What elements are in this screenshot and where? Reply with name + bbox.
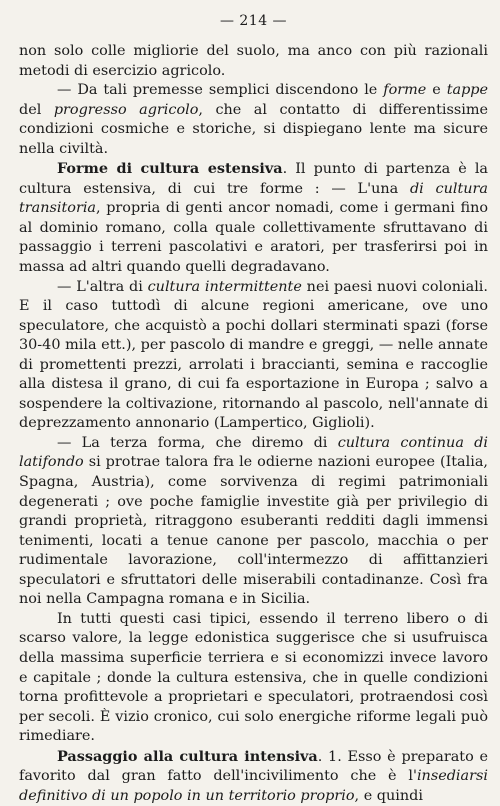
section-heading: Forme di cultura estensiva — [57, 160, 283, 178]
text-run: — Da tali premesse semplici discendono le — [57, 82, 384, 99]
page-number: — 214 — — [219, 13, 288, 29]
italic-phrase: di cultura transitoria — [19, 180, 488, 217]
text-run: . Il punto di partenza è la cultura estensiva, di cui tre forme : — L'una — [19, 161, 488, 197]
text-run: In tutti questi casi tipici, essendo il terreno libero o di scarso valore, la legge edonistica suggerisce che si usufruisca della massima superficie terriera e si economizzi invece lavoro e capitale ; donde la cultura estensiva, che in quelle condizioni torna profittevole a proprietari e speculatori, protraendosi così per secoli. È vizio cronico, cui solo energiche riforme legali può rimediare. — [19, 610, 488, 745]
text-run: si protrae talora fra le odierne nazioni europee (Italia, Spagna, Austria), come sorvivenza di regimi patrimoniali degenerati ; ove poche famiglie investite già per privilegio di grandi proprietà, ritraggono esuberanti redditi dagli immensi tenimenti, locati a tenue canone per pascolo, macchia o per rudimentale lavorazione, coll'intermezzo di affittanzieri speculatori e sfruttatori delle miserabili contadinanze. Così fra noi nella Campagna romana e in Sicilia. — [19, 454, 488, 608]
paragraph — [19, 747, 488, 806]
text-run: — La terza forma, che diremo di — [57, 434, 338, 451]
italic-phrase: cultura intermittente — [147, 278, 302, 295]
text-run: , e quindi — [354, 787, 423, 804]
paragraph — [19, 42, 488, 81]
paragraph — [19, 434, 488, 610]
section-heading: Passaggio alla cultura intensiva — [57, 747, 318, 765]
text-run: . 1. Esso è preparato e favorito dal gran fatto dell'incivilimento che è l' — [19, 748, 488, 785]
text-run: del — [19, 101, 54, 118]
paragraph — [19, 81, 488, 159]
text-run: nei paesi nuovi coloniali. E il caso tuttodì di alcune regioni americane, ove uno speculatore, che acquistò a pochi dollari sterminati spazi (forse 30-40 mila ett.), per pascolo di mandre e greggi, — nelle annate di promettenti prezzi, arrolati i braccianti, semina e raccoglie alla distesa il grano, di cui fa esportazione in Europa ; salvo a sospendere la coltivazione, ritornando al pascolo, nell'annate di deprezzamento annonario (Lampertico, Giglioli). — [19, 278, 488, 432]
italic-phrase: tappe — [446, 82, 489, 99]
text-run: — L'altra di — [57, 278, 148, 295]
text-run: e — [426, 82, 447, 99]
italic-phrase: insediarsi definitivo di un popolo in un territorio proprio — [19, 768, 488, 804]
paragraph — [19, 610, 488, 747]
text-run: non solo colle migliorie del suolo, ma anco con più razionali metodi di esercizio agricolo. — [19, 43, 488, 79]
italic-phrase: forme — [383, 82, 427, 99]
paragraph — [19, 159, 488, 277]
italic-phrase: cultura continua di latifondo — [19, 434, 488, 471]
italic-phrase: progresso agricolo — [53, 101, 199, 118]
text-run: , propria di genti ancor nomadi, come i germani fino al dominio romano, colla quale collettivamente sfruttavano di passaggio i terreni pascolativi e aratori, per trasferirsi poi in massa ad altri quando quelli degradavano. — [19, 200, 488, 276]
paragraph — [19, 278, 488, 434]
text-run: , che al contatto di differentissime condizioni cosmiche e storiche, si dispiegano lente ma sicure nella civiltà. — [19, 101, 488, 157]
page-text — [19, 42, 488, 806]
